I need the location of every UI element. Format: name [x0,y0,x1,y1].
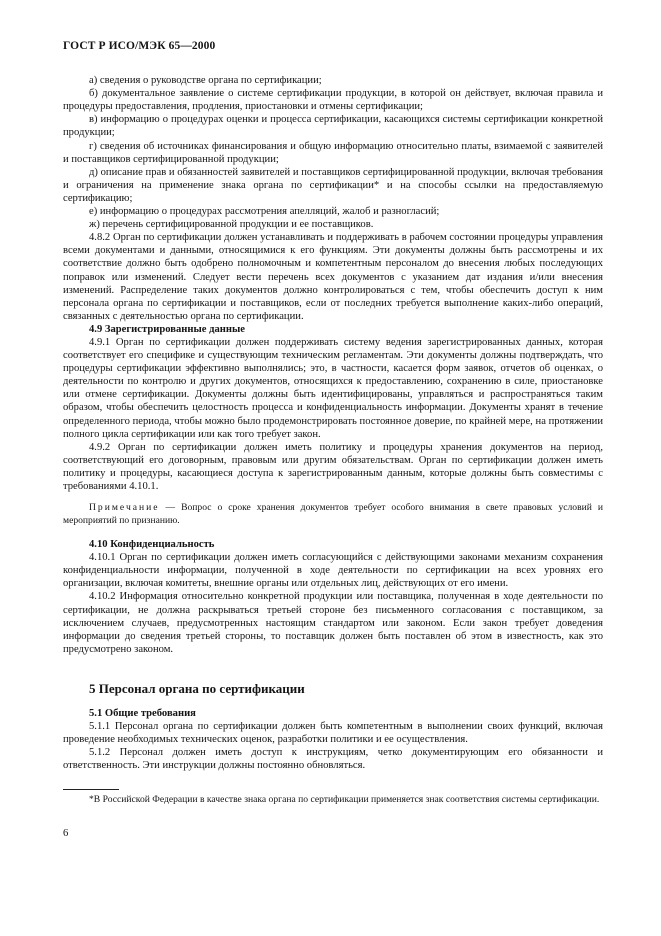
footnote-divider [63,789,119,790]
paragraph-5-1-2: 5.1.2 Персонал должен иметь доступ к инструкциям, четко документирующим его обязанности и ответственность. Эти инструкции должны постоянно обновляться. [63,747,603,772]
list-item: а) сведения о руководстве органа по сертификации; [89,75,322,87]
heading-4-9: 4.9 Зарегистрированные данные [89,323,245,335]
list-item: д) описание прав и обязанностей заявителей и поставщиков сертифицированной продукции, включая требования и ограничения на применение знака органа по сертификации* и на способы ссылки на предоставляемую сертификацию; [63,166,603,204]
paragraph-4-8-2: 4.8.2 Орган по сертификации должен устанавливать и поддерживать в рабочем состоянии процедуры управления всеми документами и данными, относящимися к его функциям. Эти документы должны быть рассмотрены и их соответствие должно быть одобрено полномочным и компетентным персоналом до внесения любых последующих поправок или изменений. Следует вести перечень всех документов с указанием дат издания и/или внесения изменений. Распределение таких документов должно контролироваться с тем, чтобы обеспечить доступ к ним персонала органа по сертификации и поставщиков, если от последних требуется выполнение каких-либо операций, связанных с деятельностью органа по сертификации. [63,232,603,322]
footnote: *В Российской Федерации в качестве знака органа по сертификации применяется знак соответствия системы сертификации. [89,793,600,805]
document-header: ГОСТ Р ИСО/МЭК 65—2000 [63,40,216,52]
list-item: г) сведения об источниках финансирования и общую информацию относительно платы, взимаемой с заявителей и поставщиков сертифицированной продукции; [63,140,603,165]
info-list [63,74,603,231]
heading-5-1: 5.1 Общие требования [89,708,196,720]
list-item: ж) перечень сертифицированной продукции и ее поставщиков. [89,219,374,231]
section-5-title: 5 Персонал органа по сертификации [89,680,305,696]
paragraph-4-9-1: 4.9.1 Орган по сертификации должен поддерживать систему ведения зарегистрированных данных, которая соответствует его специфике и существующим техническим регламентам. Эти документы должны подтверждать, что процедуры сертификации эффективно выполнялись; это, в частности, касается форм заявок, отчетов об оценках, о деятельности по контролю и других документов, относящихся к предоставлению, сохранению в силе, приостановке или отмене сертификации. Документы должны быть идентифицированы, управляться и распространяться таким образом, чтобы обеспечить целостность процесса и конфиденциальность информации. Документы хранят в течение определенного периода, чтобы можно было продемонстрировать постоянное доверие, по крайней мере, на протяжении полного цикла сертификации или как того требует закон. [63,336,603,440]
list-item: в) информацию о процедурах оценки и процесса сертификации, касающихся системы сертификации конкретной продукции; [63,114,603,139]
paragraph-4-10-1: 4.10.1 Орган по сертификации должен иметь согласующийся с действующими законами механизм сохранения конфиденциальности информации, полученной в ходе деятельности по сертификации на всех уровнях его организации, включая комитеты, внешние органы или отдельных лиц, действующих от его имени. [63,552,603,590]
page-number: 6 [63,828,69,839]
list-item: е) информацию о процедурах рассмотрения апелляций, жалоб и разногласий; [89,206,440,218]
list-item: б) документальное заявление о системе сертификации продукции, в которой он действует, включая правила и процедуры предоставления, продления, приостановки и отмены сертификации; [63,88,603,113]
paragraph-4-10-2: 4.10.2 Информация относительно конкретной продукции или поставщика, полученная в ходе деятельности по сертификации, не должна раскрываться третьей стороне без письменного согласования с поставщиком, за исключением случаев, предусмотренных настоящим стандартом или законом. Если закон требует доведения информации до сведения третьей стороны, то поставщик должен быть поставлен об этом в известность, как это предусмотрено законом. [63,591,603,655]
paragraph-4-9-2: 4.9.2 Орган по сертификации должен иметь политику и процедуры хранения документов на период, соответствующий его договорным, правовым или другим обязательствам. Орган по сертификации должен иметь политику и процедуры, касающиеся доступа к зарегистрированным данным, которые должны быть совместимы с требованиями 4.10.1. [63,441,603,492]
paragraph-5-1-1: 5.1.1 Персонал органа по сертификации должен быть компетентным в выполнении своих функций, включая проведение необходимых технических оценок, разработки политики и ее осуществления. [63,721,603,746]
note-label: Примечание [89,502,160,514]
note [63,502,603,527]
note-text: — Вопрос о сроке хранения документов требует особого внимания в свете правовых условий и мероприятий по признанию. [63,502,603,526]
heading-4-10: 4.10 Конфиденциальность [89,539,215,551]
